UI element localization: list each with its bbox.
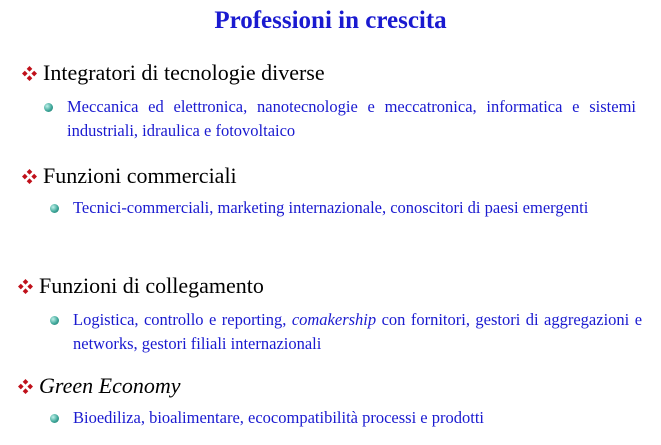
diamond-cluster-icon xyxy=(18,279,33,294)
section-heading-label: Green Economy xyxy=(39,373,181,398)
section-heading-label: Funzioni di collegamento xyxy=(39,273,264,298)
text-part: Logistica, controllo e reporting, xyxy=(73,310,287,329)
text-part: con fornitori, gestori di aggregazioni e networks, gestori filiali internazionali xyxy=(73,310,643,353)
section-heading xyxy=(22,163,237,189)
section-heading xyxy=(18,273,264,299)
section-item xyxy=(50,406,642,430)
section-commerciali xyxy=(22,163,237,189)
diamond-cluster-icon xyxy=(22,169,37,184)
section-item xyxy=(44,95,636,143)
section-item-text: Bioediliza, bioalimentare, ecocompatibilità processi e prodotti xyxy=(73,408,484,427)
section-green-economy xyxy=(18,373,181,399)
section-item xyxy=(50,308,642,356)
teal-round-bullet-icon xyxy=(50,204,59,213)
emphasized-term: comakership xyxy=(291,310,377,329)
section-integratori xyxy=(22,60,325,86)
section-heading xyxy=(22,60,325,86)
section-item-text xyxy=(73,308,642,356)
teal-round-bullet-icon xyxy=(50,414,59,423)
section-heading-label: Integratori di tecnologie diverse xyxy=(43,60,325,85)
teal-round-bullet-icon xyxy=(44,103,53,112)
page-title: Professioni in crescita xyxy=(214,7,447,34)
section-item-text: Meccanica ed elettronica, nanotecnologie e meccatronica, informatica e sistemi industriali, idraulica e fotovoltaico xyxy=(67,97,636,140)
section-heading xyxy=(18,373,181,399)
section-item-text: Tecnici-commerciali, marketing internazionale, conoscitori di paesi emergenti xyxy=(73,198,589,217)
diamond-cluster-icon xyxy=(18,379,33,394)
section-heading-label: Funzioni commerciali xyxy=(43,163,237,188)
diamond-cluster-icon xyxy=(22,66,37,81)
section-collegamento xyxy=(18,273,264,299)
section-item xyxy=(50,196,640,220)
teal-round-bullet-icon xyxy=(50,316,59,325)
